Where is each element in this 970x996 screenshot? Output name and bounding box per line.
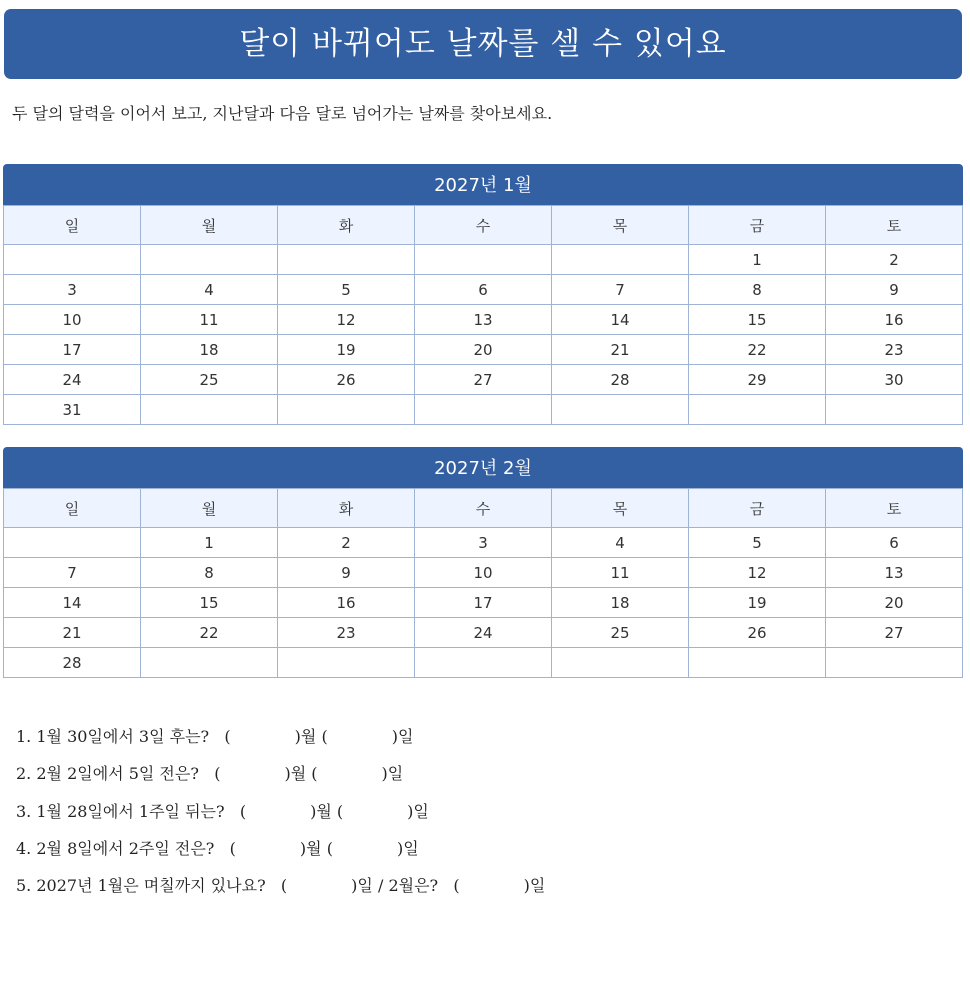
calendar-week-row — [4, 618, 963, 648]
calendar-day-cell: 29 — [689, 365, 826, 395]
question-text: 1월 30일에서 3일 후는? — [36, 727, 210, 746]
answer-unit: 일 — [397, 727, 414, 746]
paren-open: ( — [453, 876, 460, 896]
calendar-day-cell: 1 — [689, 245, 826, 275]
calendar-day-cell: 11 — [552, 558, 689, 588]
calendar-day-cell: 16 — [826, 305, 963, 335]
paren-close: ) — [299, 838, 307, 858]
weekday-header-row — [4, 206, 963, 245]
weekday-header-row — [4, 489, 963, 528]
calendar-day-cell: 4 — [141, 275, 278, 305]
calendar-week-row — [4, 335, 963, 365]
calendar-day-cell: 19 — [689, 588, 826, 618]
question-list — [16, 724, 545, 910]
calendar-day-cell: 18 — [552, 588, 689, 618]
calendar-day-cell: 11 — [141, 305, 278, 335]
calendar-day-cell: 7 — [552, 275, 689, 305]
calendar-day-cell: 27 — [826, 618, 963, 648]
calendar-week-row — [4, 648, 963, 678]
calendar-day-cell: 21 — [552, 335, 689, 365]
calendar-day-cell: 31 — [4, 395, 141, 425]
intro-text: 두 달의 달력을 이어서 보고, 지난달과 다음 달로 넘어가는 날짜를 찾아보세요. — [12, 104, 553, 123]
calendar-day-cell — [4, 528, 141, 558]
calendar-day-cell: 14 — [552, 305, 689, 335]
calendar-week-row — [4, 275, 963, 305]
calendar-day-cell: 26 — [278, 365, 415, 395]
calendar-day-cell: 3 — [4, 275, 141, 305]
paren-close: ) — [407, 801, 414, 821]
weekday-header: 화 — [278, 206, 415, 245]
calendar-day-cell — [278, 245, 415, 275]
calendar-day-cell: 18 — [141, 335, 278, 365]
calendar-day-cell — [689, 648, 826, 678]
calendar-day-cell — [552, 648, 689, 678]
calendar-day-cell: 20 — [826, 588, 963, 618]
question-text: 2월 8일에서 2주일 전은? — [36, 838, 215, 858]
calendar-day-cell: 22 — [689, 335, 826, 365]
paren-open: ( — [229, 838, 236, 858]
paren-close: ) — [381, 764, 388, 784]
paren-open: ( — [311, 764, 318, 784]
paren-open: ( — [336, 801, 344, 821]
calendar-day-cell: 20 — [415, 335, 552, 365]
question-number: 2. — [16, 764, 32, 784]
calendar-day-cell: 26 — [689, 618, 826, 648]
calendar-title: 2027년 1월 — [3, 164, 963, 205]
question-number: 3. — [16, 801, 32, 821]
calendar-day-cell: 15 — [141, 588, 278, 618]
weekday-header: 일 — [4, 206, 141, 245]
calendar-day-cell — [141, 245, 278, 275]
calendar-day-cell — [415, 648, 552, 678]
calendar-day-cell: 10 — [415, 558, 552, 588]
question-text: 2027년 1월은 며칠까지 있나요? — [36, 876, 266, 896]
paren-open: ( — [214, 764, 221, 784]
calendar-week-row — [4, 245, 963, 275]
answer-unit: 일 — [413, 801, 429, 821]
weekday-header: 토 — [826, 489, 963, 528]
calendar-february — [3, 447, 963, 678]
paren-open: ( — [280, 876, 288, 896]
calendar-day-cell: 4 — [552, 528, 689, 558]
paren-close: ) — [391, 727, 398, 746]
calendar-day-cell — [689, 395, 826, 425]
weekday-header: 금 — [689, 206, 826, 245]
answer-unit: 월 — [306, 838, 322, 858]
calendar-day-cell: 23 — [826, 335, 963, 365]
calendar-day-cell: 8 — [689, 275, 826, 305]
calendar-day-cell — [552, 395, 689, 425]
calendar-day-cell: 30 — [826, 365, 963, 395]
answer-unit: 일 — [357, 876, 373, 896]
weekday-header: 토 — [826, 206, 963, 245]
answer-unit: 일 — [387, 764, 404, 784]
calendar-day-cell: 25 — [552, 618, 689, 648]
calendar-day-cell: 25 — [141, 365, 278, 395]
question-item — [16, 724, 545, 761]
question-text: 1월 28일에서 1주일 뒤는? — [36, 801, 225, 821]
paren-close: ) — [351, 876, 358, 896]
weekday-header: 목 — [552, 206, 689, 245]
calendar-day-cell: 5 — [689, 528, 826, 558]
calendar-week-row — [4, 558, 963, 588]
calendar-body — [4, 528, 963, 678]
calendar-day-cell: 17 — [4, 335, 141, 365]
calendar-day-cell — [278, 395, 415, 425]
calendar-day-cell: 13 — [826, 558, 963, 588]
calendar-day-cell: 3 — [415, 528, 552, 558]
calendar-day-cell — [415, 245, 552, 275]
weekday-header: 수 — [415, 489, 552, 528]
calendar-day-cell: 5 — [278, 275, 415, 305]
weekday-header: 금 — [689, 489, 826, 528]
calendar-day-cell: 24 — [415, 618, 552, 648]
answer-unit: 일 — [529, 876, 546, 896]
calendar-day-cell: 19 — [278, 335, 415, 365]
paren-open: ( — [321, 727, 328, 746]
calendar-day-cell: 17 — [415, 588, 552, 618]
calendar-week-row — [4, 528, 963, 558]
answer-unit: 월 — [290, 764, 307, 784]
paren-close: ) — [523, 876, 530, 896]
calendar-day-cell: 6 — [415, 275, 552, 305]
weekday-header: 화 — [278, 489, 415, 528]
weekday-header: 일 — [4, 489, 141, 528]
paren-close: ) — [284, 764, 291, 784]
question-number: 5. — [16, 876, 32, 896]
calendar-day-cell: 2 — [278, 528, 415, 558]
question-number: 4. — [16, 838, 32, 858]
calendar-day-cell — [141, 395, 278, 425]
calendar-day-cell: 24 — [4, 365, 141, 395]
question-item — [16, 836, 545, 873]
calendar-day-cell: 28 — [552, 365, 689, 395]
calendar-day-cell: 12 — [278, 305, 415, 335]
paren-open: ( — [224, 727, 231, 746]
paren-open: ( — [239, 801, 247, 821]
calendar-day-cell: 21 — [4, 618, 141, 648]
calendar-day-cell: 13 — [415, 305, 552, 335]
weekday-header: 월 — [141, 206, 278, 245]
calendar-day-cell — [826, 648, 963, 678]
calendar-day-cell: 15 — [689, 305, 826, 335]
calendar-week-row — [4, 588, 963, 618]
calendar-day-cell: 16 — [278, 588, 415, 618]
calendar-day-cell — [552, 245, 689, 275]
answer-unit: 일 — [403, 838, 419, 858]
calendar-day-cell — [141, 648, 278, 678]
question-number: 1. — [16, 727, 32, 746]
calendar-body — [4, 245, 963, 425]
calendar-day-cell: 1 — [141, 528, 278, 558]
calendar-day-cell: 28 — [4, 648, 141, 678]
paren-close: ) — [294, 727, 301, 746]
calendar-day-cell: 6 — [826, 528, 963, 558]
calendar-day-cell — [278, 648, 415, 678]
answer-unit: 월 — [316, 801, 332, 821]
calendar-day-cell — [826, 395, 963, 425]
page-title: 달이 바뀌어도 날짜를 셀 수 있어요 — [4, 9, 962, 79]
calendar-day-cell: 23 — [278, 618, 415, 648]
calendar-week-row — [4, 305, 963, 335]
paren-close: ) — [310, 801, 317, 821]
calendar-day-cell: 8 — [141, 558, 278, 588]
calendar-week-row — [4, 395, 963, 425]
question-item — [16, 761, 545, 798]
weekday-header: 목 — [552, 489, 689, 528]
calendar-day-cell: 27 — [415, 365, 552, 395]
calendar-title: 2027년 2월 — [3, 447, 963, 488]
question-follow-text: / 2월은? — [377, 876, 439, 896]
paren-close: ) — [396, 838, 404, 858]
calendar-day-cell: 10 — [4, 305, 141, 335]
calendar-day-cell — [4, 245, 141, 275]
answer-unit: 월 — [300, 727, 317, 746]
calendar-january — [3, 164, 963, 425]
calendar-day-cell: 9 — [278, 558, 415, 588]
question-item — [16, 873, 545, 910]
calendar-week-row — [4, 365, 963, 395]
calendar-day-cell: 14 — [4, 588, 141, 618]
calendar-day-cell — [415, 395, 552, 425]
calendar-day-cell: 7 — [4, 558, 141, 588]
calendar-day-cell: 2 — [826, 245, 963, 275]
question-text: 2월 2일에서 5일 전은? — [36, 764, 199, 784]
weekday-header: 월 — [141, 489, 278, 528]
calendar-day-cell: 22 — [141, 618, 278, 648]
question-item — [16, 799, 545, 836]
calendar-day-cell: 12 — [689, 558, 826, 588]
calendar-day-cell: 9 — [826, 275, 963, 305]
weekday-header: 수 — [415, 206, 552, 245]
paren-open: ( — [326, 838, 333, 858]
